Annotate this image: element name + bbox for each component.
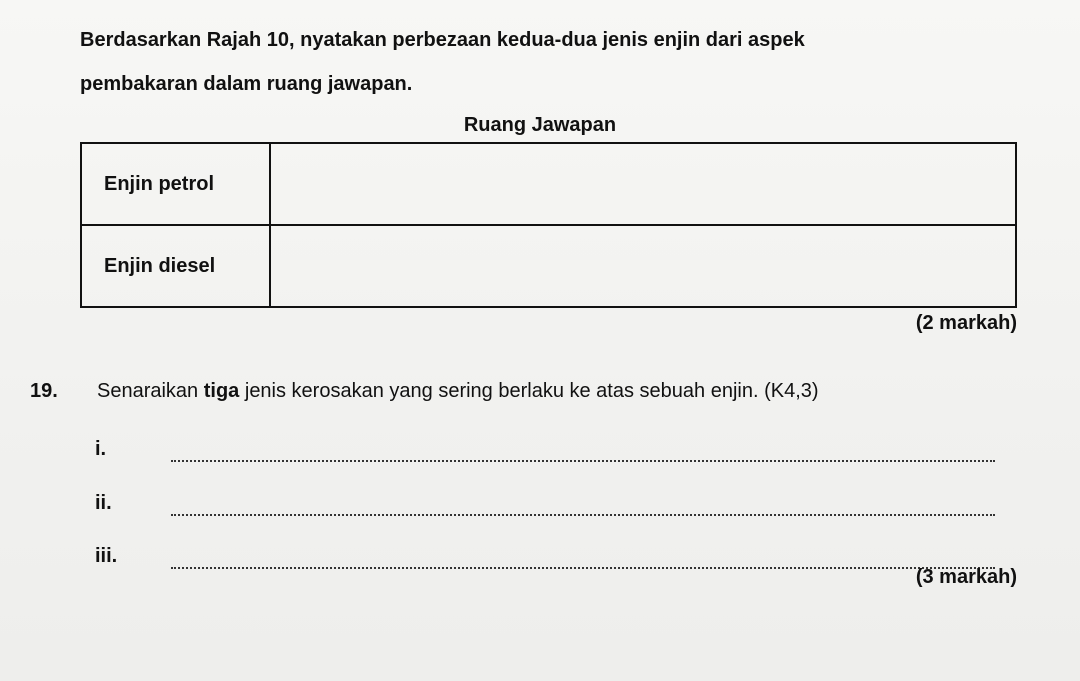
dotted-answer-line-iii[interactable] [171, 567, 995, 569]
instruction-line-1: Berdasarkan Rajah 10, nyatakan perbezaan kedua-dua jenis enjin dari aspek [80, 29, 805, 51]
question-18-instruction [80, 18, 980, 106]
row-label-diesel: Enjin diesel [81, 225, 270, 307]
question-19-number: 19. [30, 380, 58, 402]
answer-section-title: Ruang Jawapan [463, 114, 617, 136]
dotted-answer-line-ii[interactable] [171, 514, 995, 516]
dotted-answer-line-i[interactable] [171, 460, 995, 462]
numeral-iii: iii. [95, 545, 118, 567]
table-row [81, 225, 1016, 307]
instruction-line-2: pembakaran dalam ruang jawapan. [80, 73, 413, 95]
row-label-petrol: Enjin petrol [81, 143, 270, 225]
question-19-text-after: jenis kerosakan yang sering berlaku ke atas sebuah enjin. (K4,3) [239, 380, 819, 402]
marks-question-19: (3 markah) [915, 566, 1017, 588]
table-row [81, 143, 1016, 225]
question-19-text [97, 380, 819, 403]
numeral-ii: ii. [95, 492, 112, 514]
answer-table [80, 142, 1017, 308]
answer-cell-diesel[interactable] [270, 225, 1016, 307]
question-19-text-before: Senaraikan [97, 380, 204, 402]
answer-cell-petrol[interactable] [270, 143, 1016, 225]
numeral-i: i. [95, 438, 107, 460]
question-19-text-bold: tiga [203, 380, 240, 402]
marks-question-18: (2 markah) [915, 312, 1017, 334]
